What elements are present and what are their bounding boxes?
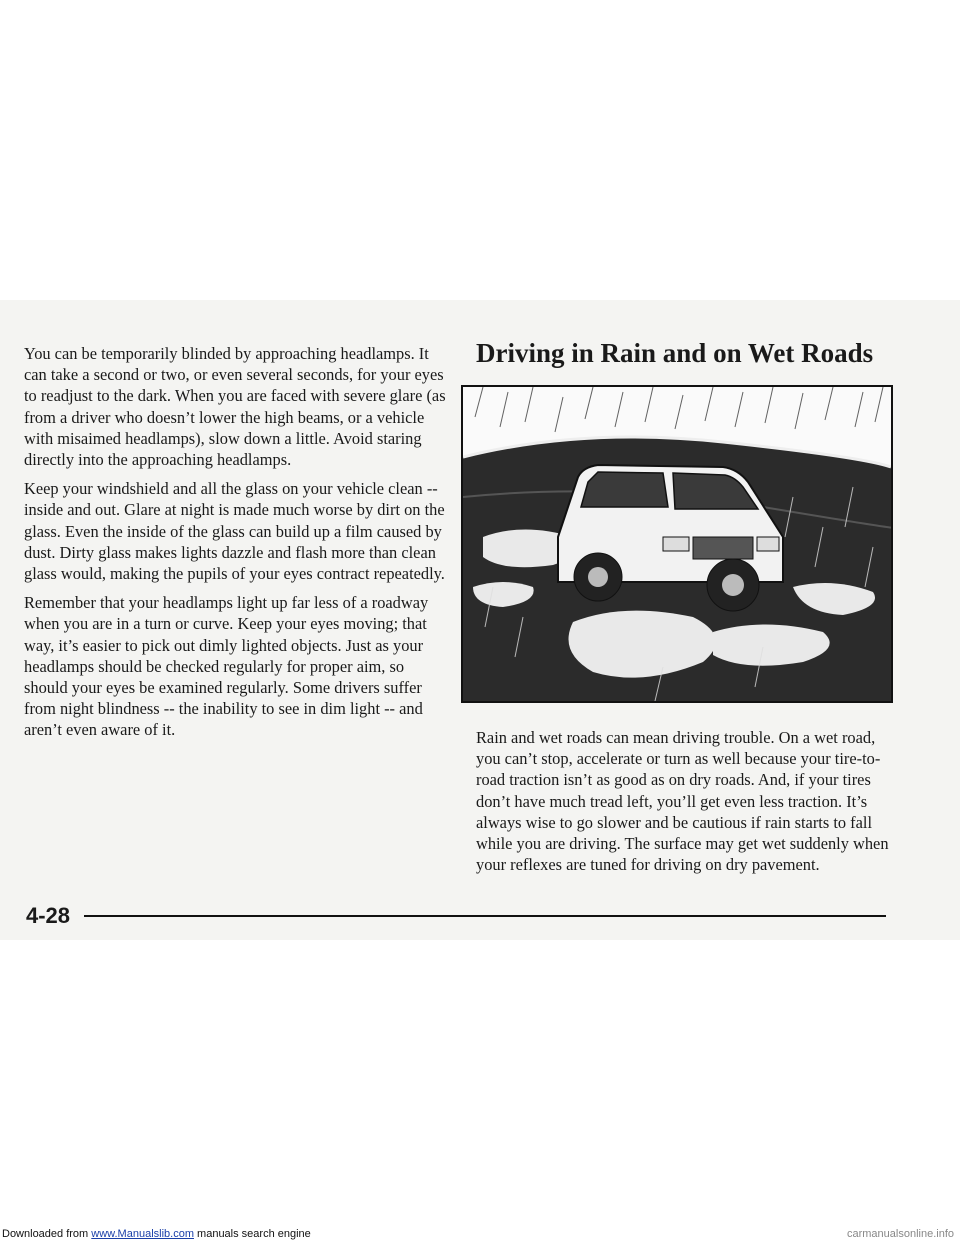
headlamp-left [663,537,689,551]
page-number: 4-28 [26,903,71,928]
section-heading: Driving in Rain and on Wet Roads [476,338,874,368]
grille [693,537,753,559]
left-column [24,343,449,749]
rain-streaks [475,387,883,432]
footer-prefix: Downloaded from [2,1228,92,1240]
rain-scene-svg [463,387,891,701]
headlamp-right [757,537,779,551]
paragraph-headlamps: Remember that your headlamps light up far less of a roadway when you are in a turn or curve. Keep your eyes moving; that way, it’s easier to pick out dimly lighted objects. Just as your headlamps should be checked regularly for proper aim, so should your eyes be examined regularly. Some drivers suffer from night blindness -- the inability to see in dim light -- and aren’t even aware of it. [24,593,429,740]
right-column [476,727,896,875]
download-footer [0,1228,960,1242]
manualslib-link[interactable]: www.Manualslib.com [91,1228,194,1240]
paragraph-glare: You can be temporarily blinded by approaching headlamps. It can take a second or two, or even several seconds, for your eyes to readjust to the dark. When you are faced with severe glare (as from a driver who doesn’t lower the high beams, or a vehicle with misaimed headlamps), slow down a little. Avoid staring directly into the approaching headlamps. [24,344,446,470]
paragraph-wet-roads: Rain and wet roads can mean driving trouble. On a wet road, you can’t stop, accelerate or turn as well because your tire-to-road traction isn’t as good as on dry roads. And, if your tires don’t have much tread left, you’ll get even less traction. It’s always wise to go slower and be cautious if rain starts to fall while you are driving. The surface may get wet suddenly when your reflexes are tuned for driving on dry pavement. [476,728,889,875]
footer-rule [84,915,886,917]
footer-credit [2,1228,311,1240]
rain-vehicle-illustration [461,385,893,703]
paragraph-windshield: Keep your windshield and all the glass on your vehicle clean -- inside and out. Glare at night is made much worse by dirt on the glass. Even the inside of the glass can build up a film caused by dust. Dirty glass makes lights dazzle and flash more than clean glass would, making the pupils of your eyes contract repeatedly. [24,479,445,584]
watermark: carmanualsonline.info [846,1228,954,1240]
footer-suffix: manuals search engine [193,1228,311,1240]
